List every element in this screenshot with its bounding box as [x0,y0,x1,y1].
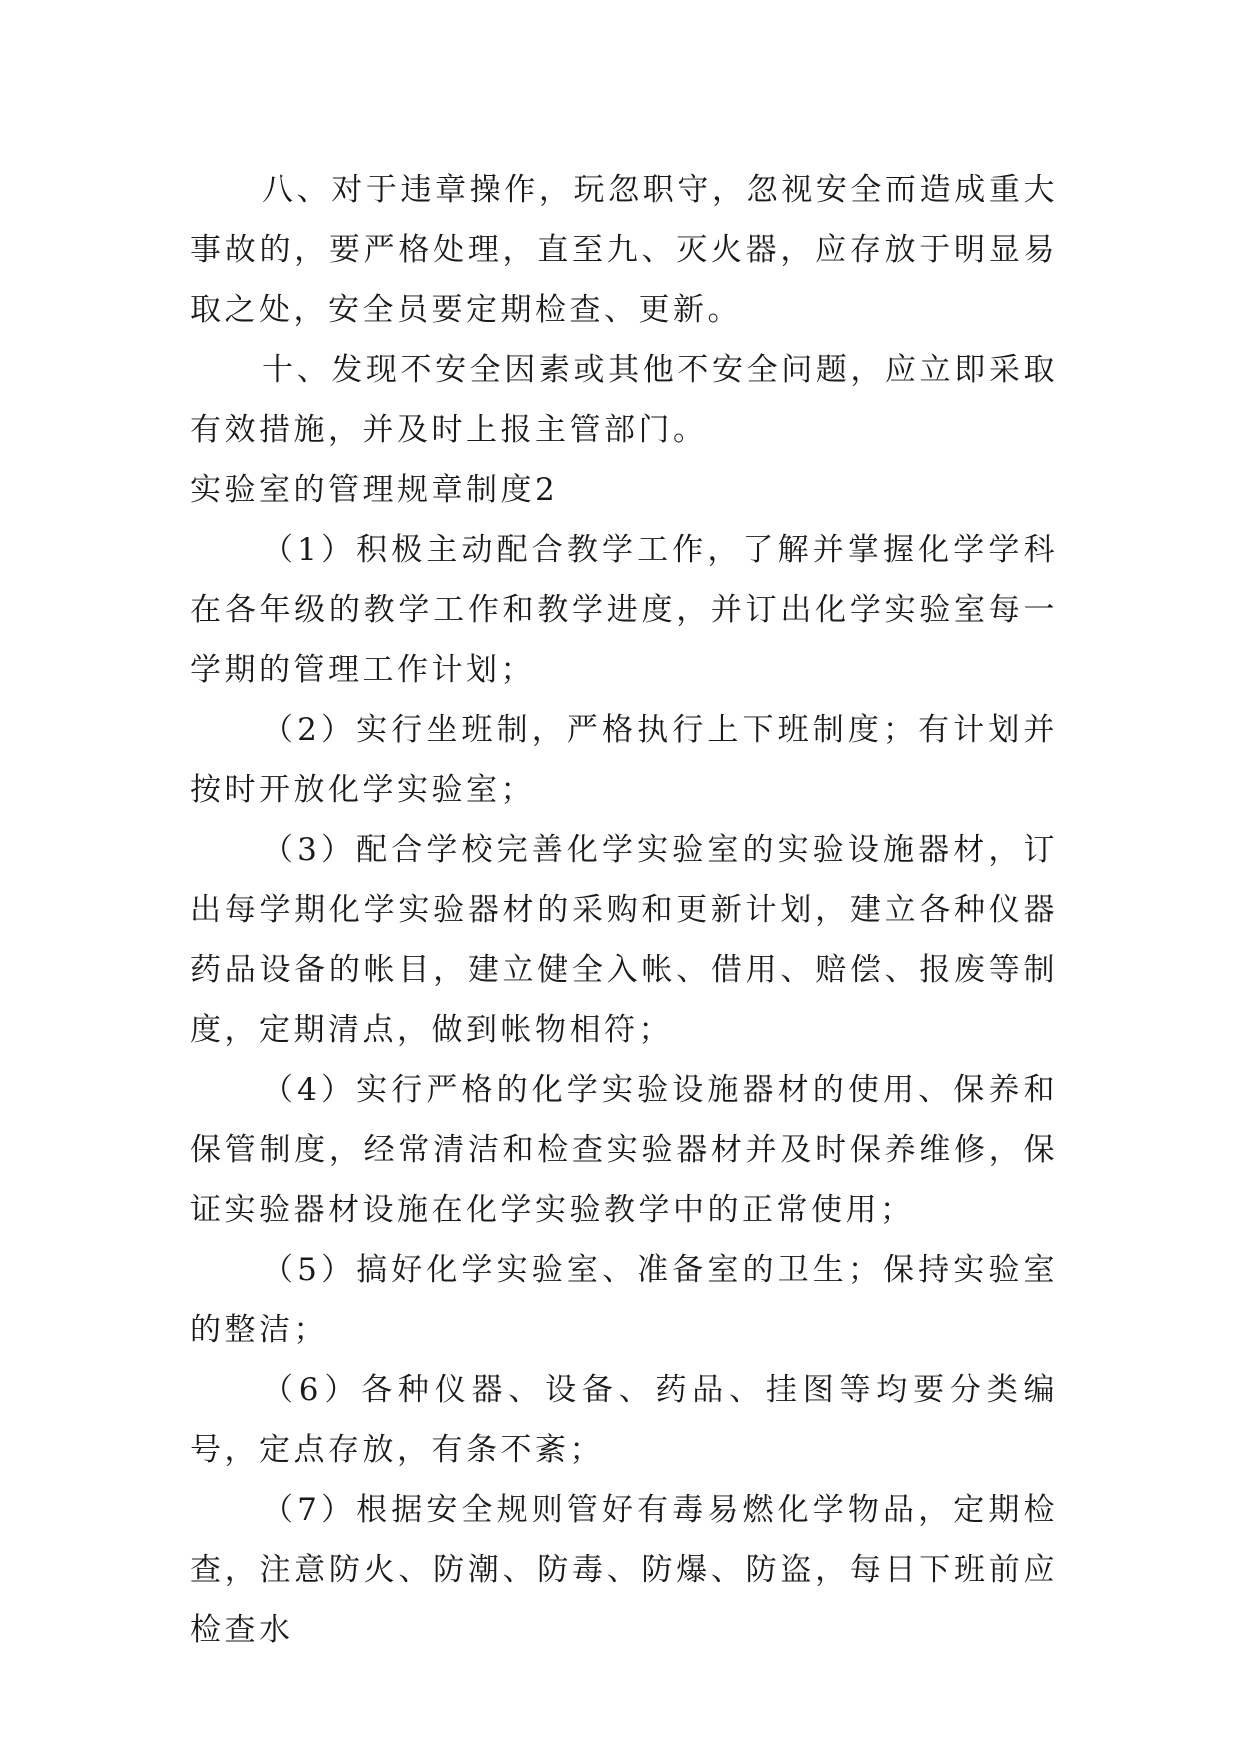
list-item-2: （2）实行坐班制，严格执行上下班制度；有计划并按时开放化学实验室； [190,712,1058,808]
list-item-7: （7）根据安全规则管好有毒易燃化学物品，定期检查，注意防火、防潮、防毒、防爆、防盗，每日下班前应检查水 [190,1492,1058,1648]
list-item-4: （4）实行严格的化学实验设施器材的使用、保养和保管制度，经常清洁和检查实验器材并及时保养维修，保证实验器材设施在化学实验教学中的正常使用； [190,1072,1058,1228]
list-item-3: （3）配合学校完善化学实验室的实验设施器材，订出每学期化学实验器材的采购和更新计划，建立各种仪器药品设备的帐目，建立健全入帐、借用、赔偿、报废等制度，定期清点，做到帐物相符； [190,832,1058,1048]
paragraph-rule-8-9: 八、对于违章操作，玩忽职守，忽视安全而造成重大事故的，要严格处理，直至九、灭火器，应存放于明显易取之处，安全员要定期检查、更新。 [190,172,1058,328]
list-item-1: （1）积极主动配合教学工作，了解并掌握化学学科在各年级的教学工作和教学进度，并订出化学实验室每一学期的管理工作计划； [190,532,1058,688]
paragraph-rule-10: 十、发现不安全因素或其他不安全问题，应立即采取有效措施，并及时上报主管部门。 [190,352,1058,448]
list-item-6: （6）各种仪器、设备、药品、挂图等均要分类编号，定点存放，有条不紊； [190,1372,1058,1468]
list-item-5: （5）搞好化学实验室、准备室的卫生；保持实验室的整洁； [190,1252,1058,1348]
document-body [190,160,1058,1660]
section-title: 实验室的管理规章制度2 [190,472,559,508]
